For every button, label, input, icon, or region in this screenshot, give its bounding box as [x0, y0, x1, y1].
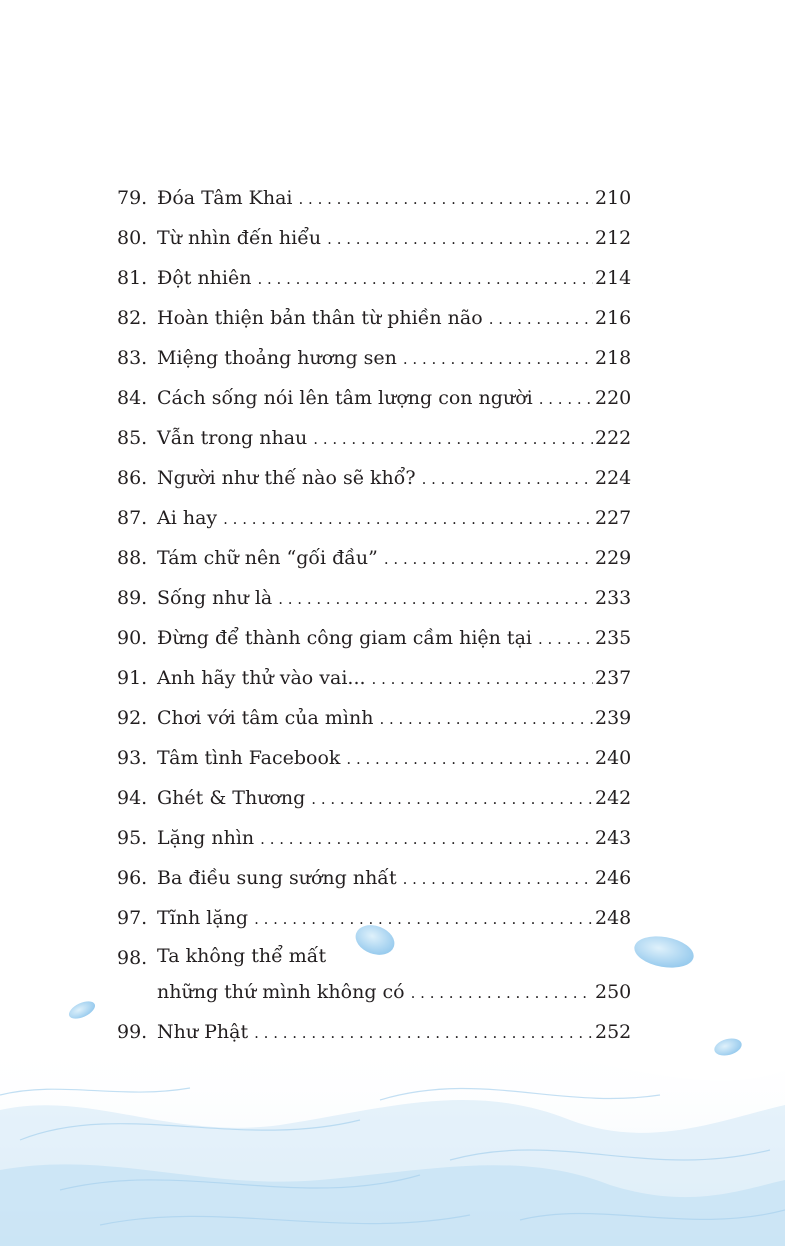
- toc-entry-body: [157, 378, 631, 418]
- toc-entry-title[interactable]: Ai hay: [157, 507, 218, 529]
- dot-leader: [372, 659, 593, 699]
- toc-entry-page-number[interactable]: 220: [595, 387, 632, 409]
- toc-entry-number: 87.: [117, 507, 148, 529]
- toc-line: [157, 938, 631, 974]
- table-of-contents: [117, 178, 631, 1052]
- toc-entry[interactable]: [117, 258, 631, 298]
- toc-entry[interactable]: [117, 898, 631, 938]
- dot-leader: [379, 699, 593, 739]
- toc-line: [157, 818, 631, 858]
- dot-leader: [346, 739, 593, 779]
- toc-entry-page-number[interactable]: 222: [595, 427, 632, 449]
- toc-entry-number: 79.: [117, 187, 148, 209]
- toc-entry-title[interactable]: những thứ mình không có: [157, 981, 405, 1003]
- toc-entry[interactable]: [117, 778, 631, 818]
- toc-entry-number: 96.: [117, 867, 148, 889]
- toc-entry-title[interactable]: Đừng để thành công giam cầm hiện tại: [157, 627, 532, 649]
- toc-entry[interactable]: [117, 698, 631, 738]
- toc-entry-body: [157, 938, 631, 1010]
- toc-entry-number: 82.: [117, 307, 148, 329]
- toc-entry-title[interactable]: Tâm tình Facebook: [157, 747, 341, 769]
- toc-entry[interactable]: [117, 618, 631, 658]
- toc-entry[interactable]: [117, 538, 631, 578]
- toc-entry-number: 90.: [117, 627, 148, 649]
- petal-4: [712, 1036, 743, 1059]
- dot-leader: [260, 819, 593, 859]
- toc-entry-title[interactable]: Từ nhìn đến hiểu: [157, 227, 322, 249]
- dot-leader: [538, 619, 593, 659]
- toc-entry[interactable]: [117, 378, 631, 418]
- toc-entry[interactable]: [117, 818, 631, 858]
- toc-entry-body: [157, 298, 631, 338]
- toc-entry-number: 88.: [117, 547, 148, 569]
- toc-entry-body: [157, 538, 631, 578]
- toc-line: [157, 1012, 631, 1052]
- toc-entry-page-number[interactable]: 248: [595, 907, 632, 929]
- toc-line: [157, 338, 631, 378]
- toc-entry[interactable]: [117, 418, 631, 458]
- petal-2: [632, 932, 696, 972]
- toc-entry-page-number[interactable]: 242: [595, 787, 632, 809]
- toc-line: [157, 698, 631, 738]
- toc-entry-title[interactable]: Hoàn thiện bản thân từ phiền não: [157, 307, 483, 329]
- toc-entry-page-number[interactable]: 227: [595, 507, 632, 529]
- toc-entry-title[interactable]: Ba điều sung sướng nhất: [157, 867, 397, 889]
- toc-entry[interactable]: [117, 1012, 631, 1052]
- toc-entry[interactable]: [117, 578, 631, 618]
- toc-entry-number: 86.: [117, 467, 148, 489]
- toc-entry-title[interactable]: Tám chữ nên “gối đầu”: [157, 547, 378, 569]
- toc-entry-page-number[interactable]: 229: [595, 547, 632, 569]
- toc-entry-body: [157, 218, 631, 258]
- toc-entry-body: [157, 898, 631, 938]
- toc-entry-page-number[interactable]: 252: [595, 1021, 632, 1043]
- toc-entry-body: [157, 258, 631, 298]
- toc-entry-number: 81.: [117, 267, 148, 289]
- toc-line: [157, 778, 631, 818]
- toc-entry-page-number[interactable]: 243: [595, 827, 632, 849]
- toc-entry-page-number[interactable]: 240: [595, 747, 632, 769]
- toc-entry-number: 84.: [117, 387, 148, 409]
- toc-entry-page-number[interactable]: 235: [595, 627, 632, 649]
- toc-line: [157, 458, 631, 498]
- toc-entry[interactable]: [117, 338, 631, 378]
- dot-leader: [311, 779, 593, 819]
- toc-entry-title[interactable]: Miệng thoảng hương sen: [157, 347, 397, 369]
- toc-entry-title[interactable]: Lặng nhìn: [157, 827, 255, 849]
- toc-entry-title[interactable]: Người như thế nào sẽ khổ?: [157, 467, 416, 489]
- toc-entry-page-number[interactable]: 214: [595, 267, 632, 289]
- toc-entry-title[interactable]: Chơi với tâm của mình: [157, 707, 374, 729]
- toc-entry-page-number[interactable]: 239: [595, 707, 632, 729]
- dot-leader: [539, 379, 593, 419]
- toc-entry-page-number[interactable]: 212: [595, 227, 632, 249]
- toc-entry-number: 99.: [117, 1021, 148, 1043]
- toc-entry-page-number[interactable]: 237: [595, 667, 632, 689]
- dot-leader: [278, 579, 593, 619]
- toc-entry-number: 83.: [117, 347, 148, 369]
- toc-entry-page-number[interactable]: 250: [595, 981, 632, 1003]
- toc-entry-body: [157, 778, 631, 818]
- dot-leader: [327, 219, 593, 259]
- toc-line: [157, 658, 631, 698]
- dot-leader: [403, 339, 593, 379]
- toc-entry[interactable]: [117, 738, 631, 778]
- toc-entry[interactable]: [117, 458, 631, 498]
- toc-entry-body: [157, 578, 631, 618]
- dot-leader: [403, 859, 593, 899]
- toc-entry-title[interactable]: Tĩnh lặng: [157, 907, 249, 929]
- toc-entry-body: [157, 618, 631, 658]
- toc-entry-body: [157, 698, 631, 738]
- toc-line: [157, 218, 631, 258]
- toc-entry-number: 97.: [117, 907, 148, 929]
- toc-entry-page-number[interactable]: 216: [595, 307, 632, 329]
- toc-entry-body: [157, 418, 631, 458]
- toc-entry-page-number[interactable]: 210: [595, 187, 632, 209]
- dot-leader: [223, 499, 593, 539]
- toc-line: [157, 974, 631, 1010]
- toc-line: [157, 378, 631, 418]
- toc-entry-body: [157, 858, 631, 898]
- toc-line: [157, 858, 631, 898]
- toc-entry-body: [157, 818, 631, 858]
- toc-entry-number: 85.: [117, 427, 148, 449]
- toc-line: [157, 538, 631, 578]
- toc-entry-number: 92.: [117, 707, 148, 729]
- toc-entry-body: [157, 738, 631, 778]
- dot-leader: [313, 419, 593, 459]
- toc-entry-number: 80.: [117, 227, 148, 249]
- dot-leader: [422, 459, 593, 499]
- dot-leader: [489, 299, 593, 339]
- toc-entry[interactable]: [117, 938, 631, 1012]
- toc-entry-page-number[interactable]: 224: [595, 467, 632, 489]
- toc-line: [157, 298, 631, 338]
- toc-entry-title[interactable]: Vẫn trong nhau: [157, 427, 308, 449]
- toc-line: [157, 498, 631, 538]
- toc-entry-title[interactable]: Sống như là: [157, 587, 273, 609]
- toc-entry[interactable]: [117, 178, 631, 218]
- dot-leader: [254, 1013, 593, 1053]
- toc-entry[interactable]: [117, 498, 631, 538]
- dot-leader: [254, 899, 593, 939]
- toc-entry-body: [157, 658, 631, 698]
- petal-3: [66, 998, 97, 1023]
- toc-line: [157, 898, 631, 938]
- toc-entry-number: 94.: [117, 787, 148, 809]
- toc-entry-page-number[interactable]: 218: [595, 347, 632, 369]
- toc-entry-title[interactable]: Anh hãy thử vào vai...: [157, 667, 366, 689]
- toc-line: [157, 178, 631, 218]
- toc-line: [157, 618, 631, 658]
- toc-entry-number: 95.: [117, 827, 148, 849]
- toc-entry-number: 89.: [117, 587, 148, 609]
- toc-entry[interactable]: [117, 658, 631, 698]
- dot-leader: [299, 179, 594, 219]
- toc-line: [157, 258, 631, 298]
- dot-leader: [257, 259, 593, 299]
- toc-entry-number: 98.: [117, 947, 148, 969]
- toc-entry-title[interactable]: Đột nhiên: [157, 267, 252, 289]
- toc-entry-number: 93.: [117, 747, 148, 769]
- toc-entry-page-number[interactable]: 233: [595, 587, 632, 609]
- toc-entry-title[interactable]: Ghét & Thương: [157, 787, 306, 809]
- toc-line: [157, 738, 631, 778]
- toc-entry[interactable]: [117, 858, 631, 898]
- toc-entry-body: [157, 498, 631, 538]
- dot-leader: [411, 975, 593, 1011]
- toc-entry[interactable]: [117, 218, 631, 258]
- toc-entry-body: [157, 458, 631, 498]
- toc-entry-body: [157, 1012, 631, 1052]
- toc-entry-title[interactable]: Cách sống nói lên tâm lượng con người: [157, 387, 533, 409]
- toc-entry-body: [157, 338, 631, 378]
- toc-line: [157, 578, 631, 618]
- toc-entry-title[interactable]: Như Phật: [157, 1021, 249, 1043]
- toc-entry-number: 91.: [117, 667, 148, 689]
- toc-entry[interactable]: [117, 298, 631, 338]
- toc-entry-page-number[interactable]: 246: [595, 867, 632, 889]
- toc-entry-title[interactable]: Đóa Tâm Khai: [157, 187, 293, 209]
- toc-entry-body: [157, 178, 631, 218]
- dot-leader: [384, 539, 593, 579]
- toc-line: [157, 418, 631, 458]
- toc-entry-title[interactable]: Ta không thể mất: [157, 945, 327, 967]
